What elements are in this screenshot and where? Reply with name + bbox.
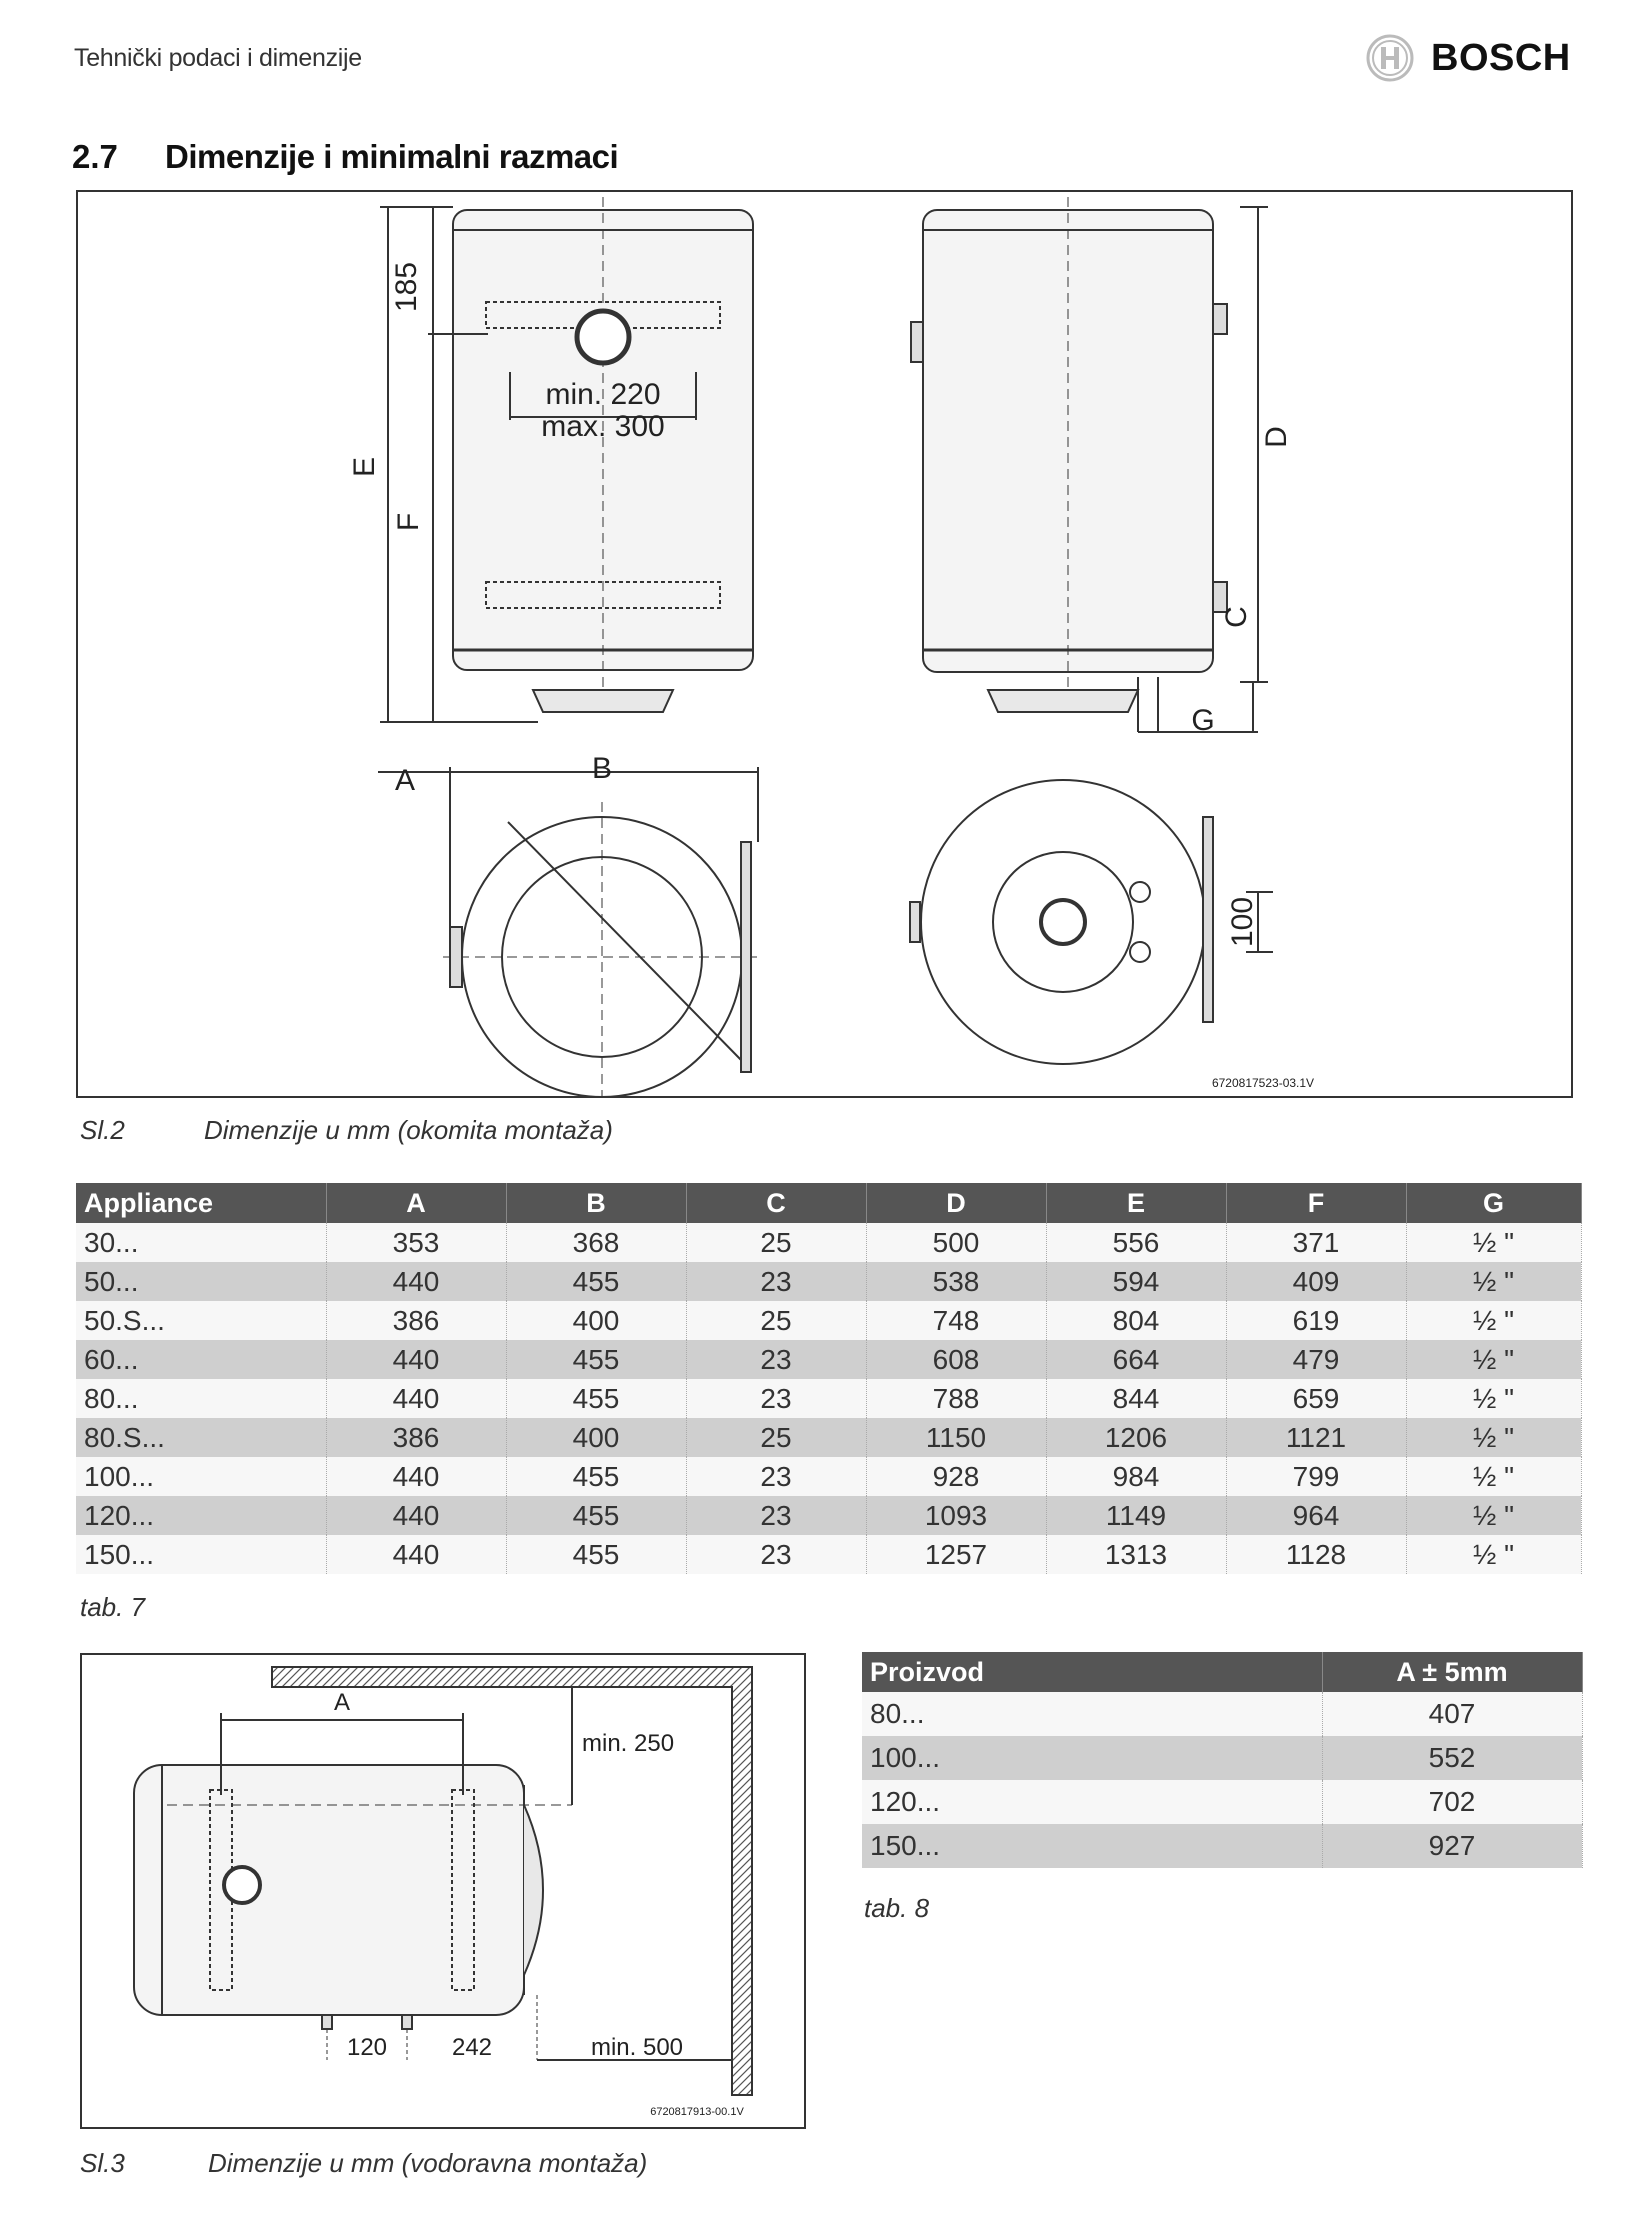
cell: 150... — [862, 1824, 1322, 1868]
table-row — [76, 1535, 1581, 1574]
cell: 440 — [326, 1457, 506, 1496]
cell: 400 — [506, 1418, 686, 1457]
cell: 25 — [686, 1418, 866, 1457]
cell: ½ " — [1406, 1262, 1581, 1301]
cell: 500 — [866, 1223, 1046, 1262]
cell: ½ " — [1406, 1418, 1581, 1457]
table-row — [76, 1340, 1581, 1379]
cell: 23 — [686, 1340, 866, 1379]
cell: 80.S... — [76, 1418, 326, 1457]
cell: 407 — [1322, 1692, 1582, 1736]
bosch-armature-icon — [1365, 33, 1415, 83]
cell: 804 — [1046, 1301, 1226, 1340]
cell: 1149 — [1046, 1496, 1226, 1535]
cell: 927 — [1322, 1824, 1582, 1868]
cell: 23 — [686, 1496, 866, 1535]
cell: 455 — [506, 1340, 686, 1379]
figure1-caption-text: Dimenzije u mm (okomita montaža) — [204, 1115, 613, 1145]
cell: 440 — [326, 1496, 506, 1535]
col-header-d: D — [866, 1183, 1046, 1223]
table-row — [76, 1301, 1581, 1340]
cell: 100... — [76, 1457, 326, 1496]
cell: 608 — [866, 1340, 1046, 1379]
cell: 479 — [1226, 1340, 1406, 1379]
cell: 455 — [506, 1457, 686, 1496]
table-row — [76, 1223, 1581, 1262]
cell: 50... — [76, 1262, 326, 1301]
table-row — [76, 1262, 1581, 1301]
section-title: Dimenzije i minimalni razmaci — [165, 138, 619, 175]
col-header-a-tolerance: A ± 5mm — [1322, 1652, 1582, 1692]
table-row — [862, 1736, 1582, 1780]
table-row — [76, 1418, 1581, 1457]
h-dim-label-min500: min. 500 — [590, 2034, 684, 2061]
col-header-e: E — [1046, 1183, 1226, 1223]
cell: 23 — [686, 1262, 866, 1301]
col-header-a: A — [326, 1183, 506, 1223]
cell: 984 — [1046, 1457, 1226, 1496]
cell: 80... — [76, 1379, 326, 1418]
table-row — [76, 1379, 1581, 1418]
cell: 386 — [326, 1418, 506, 1457]
cell: 788 — [866, 1379, 1046, 1418]
table-row — [76, 1457, 1581, 1496]
cell: 25 — [686, 1223, 866, 1262]
table8-caption: tab. 8 — [864, 1893, 930, 1923]
cell: 619 — [1226, 1301, 1406, 1340]
cell: 964 — [1226, 1496, 1406, 1535]
table-header-row — [76, 1183, 1581, 1223]
h-drawing-code: 6720817913-00.1V — [650, 2106, 744, 2118]
cell: 1206 — [1046, 1418, 1226, 1457]
cell: ½ " — [1406, 1379, 1581, 1418]
dimensions-table — [76, 1183, 1582, 1574]
dim-label-C: C — [1220, 606, 1253, 628]
drawing-code: 6720817523-03.1V — [1211, 1076, 1315, 1090]
dim-label-A: A — [394, 764, 416, 797]
cell: 538 — [866, 1262, 1046, 1301]
cell: 50.S... — [76, 1301, 326, 1340]
cell: 844 — [1046, 1379, 1226, 1418]
cell: 455 — [506, 1379, 686, 1418]
table-row — [862, 1780, 1582, 1824]
cell: 23 — [686, 1379, 866, 1418]
table7-caption: tab. 7 — [80, 1592, 146, 1622]
dim-label-B: B — [591, 752, 613, 785]
cell: ½ " — [1406, 1457, 1581, 1496]
cell: 353 — [326, 1223, 506, 1262]
figure-horizontal-mounting — [80, 1653, 806, 2129]
cell: 664 — [1046, 1340, 1226, 1379]
figure1-caption-number: Sl.2 — [80, 1115, 125, 1145]
cell: 23 — [686, 1535, 866, 1574]
h-dim-label-120: 120 — [346, 2034, 388, 2061]
cell: 400 — [506, 1301, 686, 1340]
cell: 60... — [76, 1340, 326, 1379]
cell: 702 — [1322, 1780, 1582, 1824]
table-row — [862, 1824, 1582, 1868]
figure2-caption-text: Dimenzije u mm (vodoravna montaža) — [208, 2148, 648, 2178]
cell: 556 — [1046, 1223, 1226, 1262]
cell: 1257 — [866, 1535, 1046, 1574]
col-header-c: C — [686, 1183, 866, 1223]
dim-label-D: D — [1260, 426, 1293, 448]
dim-label-G: G — [1191, 704, 1215, 737]
dim-label-max: max. 300 — [541, 410, 665, 443]
brand-logo — [1365, 30, 1585, 86]
section-number: 2.7 — [72, 138, 118, 175]
cell: 1121 — [1226, 1418, 1406, 1457]
cell: 455 — [506, 1535, 686, 1574]
cell: 30... — [76, 1223, 326, 1262]
h-dim-label-A: A — [333, 1689, 351, 1716]
cell: 150... — [76, 1535, 326, 1574]
cell: ½ " — [1406, 1535, 1581, 1574]
figure2-caption-number: Sl.3 — [80, 2148, 125, 2178]
cell: 409 — [1226, 1262, 1406, 1301]
technical-drawing-vertical — [78, 192, 1571, 1096]
cell: 594 — [1046, 1262, 1226, 1301]
cell: 25 — [686, 1301, 866, 1340]
cell: 120... — [76, 1496, 326, 1535]
running-header: Tehnički podaci i dimenzije — [74, 44, 362, 72]
cell: ½ " — [1406, 1223, 1581, 1262]
h-dim-label-min250: min. 250 — [582, 1730, 675, 1757]
heater-horizontal-body — [134, 1765, 524, 2015]
dim-label-100: 100 — [1226, 896, 1259, 948]
cell: 386 — [326, 1301, 506, 1340]
technical-drawing-horizontal — [82, 1655, 804, 2127]
col-header-g: G — [1406, 1183, 1581, 1223]
cell: 371 — [1226, 1223, 1406, 1262]
cell: 552 — [1322, 1736, 1582, 1780]
cell: 928 — [866, 1457, 1046, 1496]
cell: 1128 — [1226, 1535, 1406, 1574]
cell: 659 — [1226, 1379, 1406, 1418]
clearance-table — [862, 1652, 1583, 1868]
cell: 440 — [326, 1340, 506, 1379]
cell: 1150 — [866, 1418, 1046, 1457]
brand-name: BOSCH — [1431, 36, 1571, 79]
cell: 1313 — [1046, 1535, 1226, 1574]
cell: 455 — [506, 1496, 686, 1535]
table-row — [76, 1496, 1581, 1535]
cell: 80... — [862, 1692, 1322, 1736]
cell: 100... — [862, 1736, 1322, 1780]
h-dim-label-242: 242 — [451, 2034, 493, 2061]
cell: 440 — [326, 1379, 506, 1418]
cell: 368 — [506, 1223, 686, 1262]
cell: 748 — [866, 1301, 1046, 1340]
cell: ½ " — [1406, 1340, 1581, 1379]
col-header-appliance: Appliance — [76, 1183, 326, 1223]
col-header-b: B — [506, 1183, 686, 1223]
cell: 440 — [326, 1262, 506, 1301]
dim-label-E: E — [348, 456, 381, 478]
table-header-row — [862, 1652, 1582, 1692]
cell: 1093 — [866, 1496, 1046, 1535]
cell: 120... — [862, 1780, 1322, 1824]
figure-vertical-mounting — [76, 190, 1573, 1098]
cell: 799 — [1226, 1457, 1406, 1496]
dim-label-min: min. 220 — [545, 378, 661, 411]
dim-label-185: 185 — [390, 261, 423, 313]
cell: ½ " — [1406, 1301, 1581, 1340]
cell: 23 — [686, 1457, 866, 1496]
cell: ½ " — [1406, 1496, 1581, 1535]
cell: 440 — [326, 1535, 506, 1574]
col-header-proizvod: Proizvod — [862, 1652, 1322, 1692]
cell: 455 — [506, 1262, 686, 1301]
col-header-f: F — [1226, 1183, 1406, 1223]
table-row — [862, 1692, 1582, 1736]
dim-label-F: F — [392, 512, 425, 532]
